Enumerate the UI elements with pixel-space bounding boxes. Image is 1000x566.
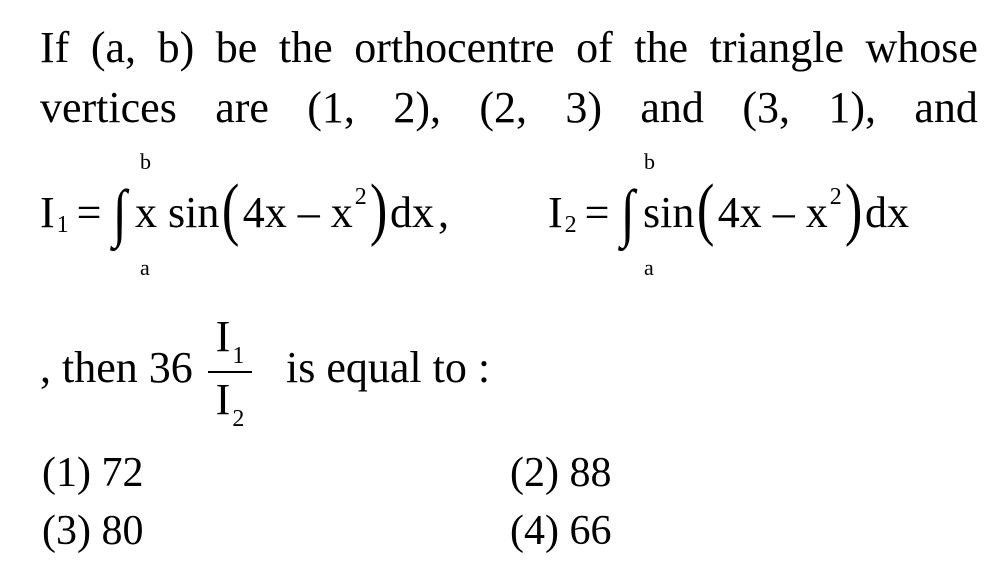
question-line-3 bbox=[40, 310, 740, 430]
question-line-2 bbox=[40, 80, 978, 136]
i2-equals: = bbox=[584, 188, 610, 237]
word: the bbox=[278, 23, 333, 72]
option-4[interactable]: (4) 66 bbox=[510, 508, 612, 554]
i2-symbol: I bbox=[548, 188, 563, 237]
integral-sign-icon: ∫ bbox=[621, 177, 636, 248]
word: (a, bbox=[90, 23, 137, 72]
i1-differential: dx bbox=[390, 188, 434, 237]
option-3[interactable]: (3) 80 bbox=[42, 508, 144, 554]
word: the bbox=[634, 23, 689, 72]
numerator-subscript: 1 bbox=[232, 343, 245, 369]
i2-subscript: 2 bbox=[564, 212, 577, 238]
fraction-bar bbox=[208, 371, 252, 373]
i2-upper-limit: b bbox=[644, 149, 655, 174]
i2-equation bbox=[548, 171, 909, 248]
then-text: , then 36 bbox=[40, 343, 193, 392]
word: and bbox=[640, 83, 704, 132]
i1-inner-expression: 4x – x bbox=[242, 188, 353, 237]
word: b) bbox=[157, 23, 195, 72]
denominator-symbol: I bbox=[215, 375, 231, 424]
integral-definitions bbox=[40, 149, 990, 285]
i1-equals: = bbox=[76, 188, 102, 237]
denominator-subscript: 2 bbox=[232, 406, 245, 432]
i1-subscript: 1 bbox=[56, 212, 69, 238]
word: be bbox=[215, 23, 258, 72]
word: 1), bbox=[828, 83, 876, 132]
i2-inner-expression: 4x – x bbox=[717, 188, 828, 237]
i1-symbol: I bbox=[40, 188, 55, 237]
word: (3, bbox=[742, 83, 790, 132]
option-2[interactable]: (2) 88 bbox=[510, 450, 612, 496]
i2-differential: dx bbox=[865, 188, 909, 237]
word: (2, bbox=[479, 83, 527, 132]
word: are bbox=[215, 83, 269, 132]
tail-text: is equal to : bbox=[286, 343, 491, 392]
i1-comma: , bbox=[438, 188, 449, 237]
word: and bbox=[914, 83, 978, 132]
word: 2), bbox=[393, 83, 441, 132]
ratio-fraction bbox=[208, 312, 252, 432]
word: whose bbox=[865, 23, 978, 72]
word: of bbox=[576, 23, 613, 72]
i2-integrand-prefix: sin bbox=[643, 188, 695, 237]
i1-lower-limit: a bbox=[140, 255, 150, 280]
question-line-1 bbox=[40, 20, 978, 76]
word: If bbox=[40, 23, 70, 72]
i1-integrand-prefix: x sin bbox=[135, 188, 220, 237]
i1-upper-limit: b bbox=[140, 149, 151, 174]
word: (1, bbox=[307, 83, 355, 132]
integral-sign-icon: ∫ bbox=[113, 177, 128, 248]
word: 3) bbox=[565, 83, 603, 132]
i2-power: 2 bbox=[829, 184, 842, 210]
i2-open-paren: ( bbox=[697, 171, 715, 248]
word: triangle bbox=[709, 23, 844, 72]
fraction-denominator bbox=[216, 375, 245, 432]
i1-equation bbox=[40, 171, 449, 248]
word: vertices bbox=[40, 83, 177, 132]
numerator-symbol: I bbox=[215, 312, 231, 361]
i2-close-paren: ) bbox=[844, 171, 863, 248]
option-1[interactable]: (1) 72 bbox=[42, 450, 144, 496]
i1-power: 2 bbox=[354, 184, 367, 210]
word: orthocentre bbox=[354, 23, 555, 72]
i2-lower-limit: a bbox=[644, 255, 654, 280]
fraction-numerator bbox=[216, 312, 245, 369]
i1-open-paren: ( bbox=[222, 171, 240, 248]
i1-close-paren: ) bbox=[369, 171, 388, 248]
